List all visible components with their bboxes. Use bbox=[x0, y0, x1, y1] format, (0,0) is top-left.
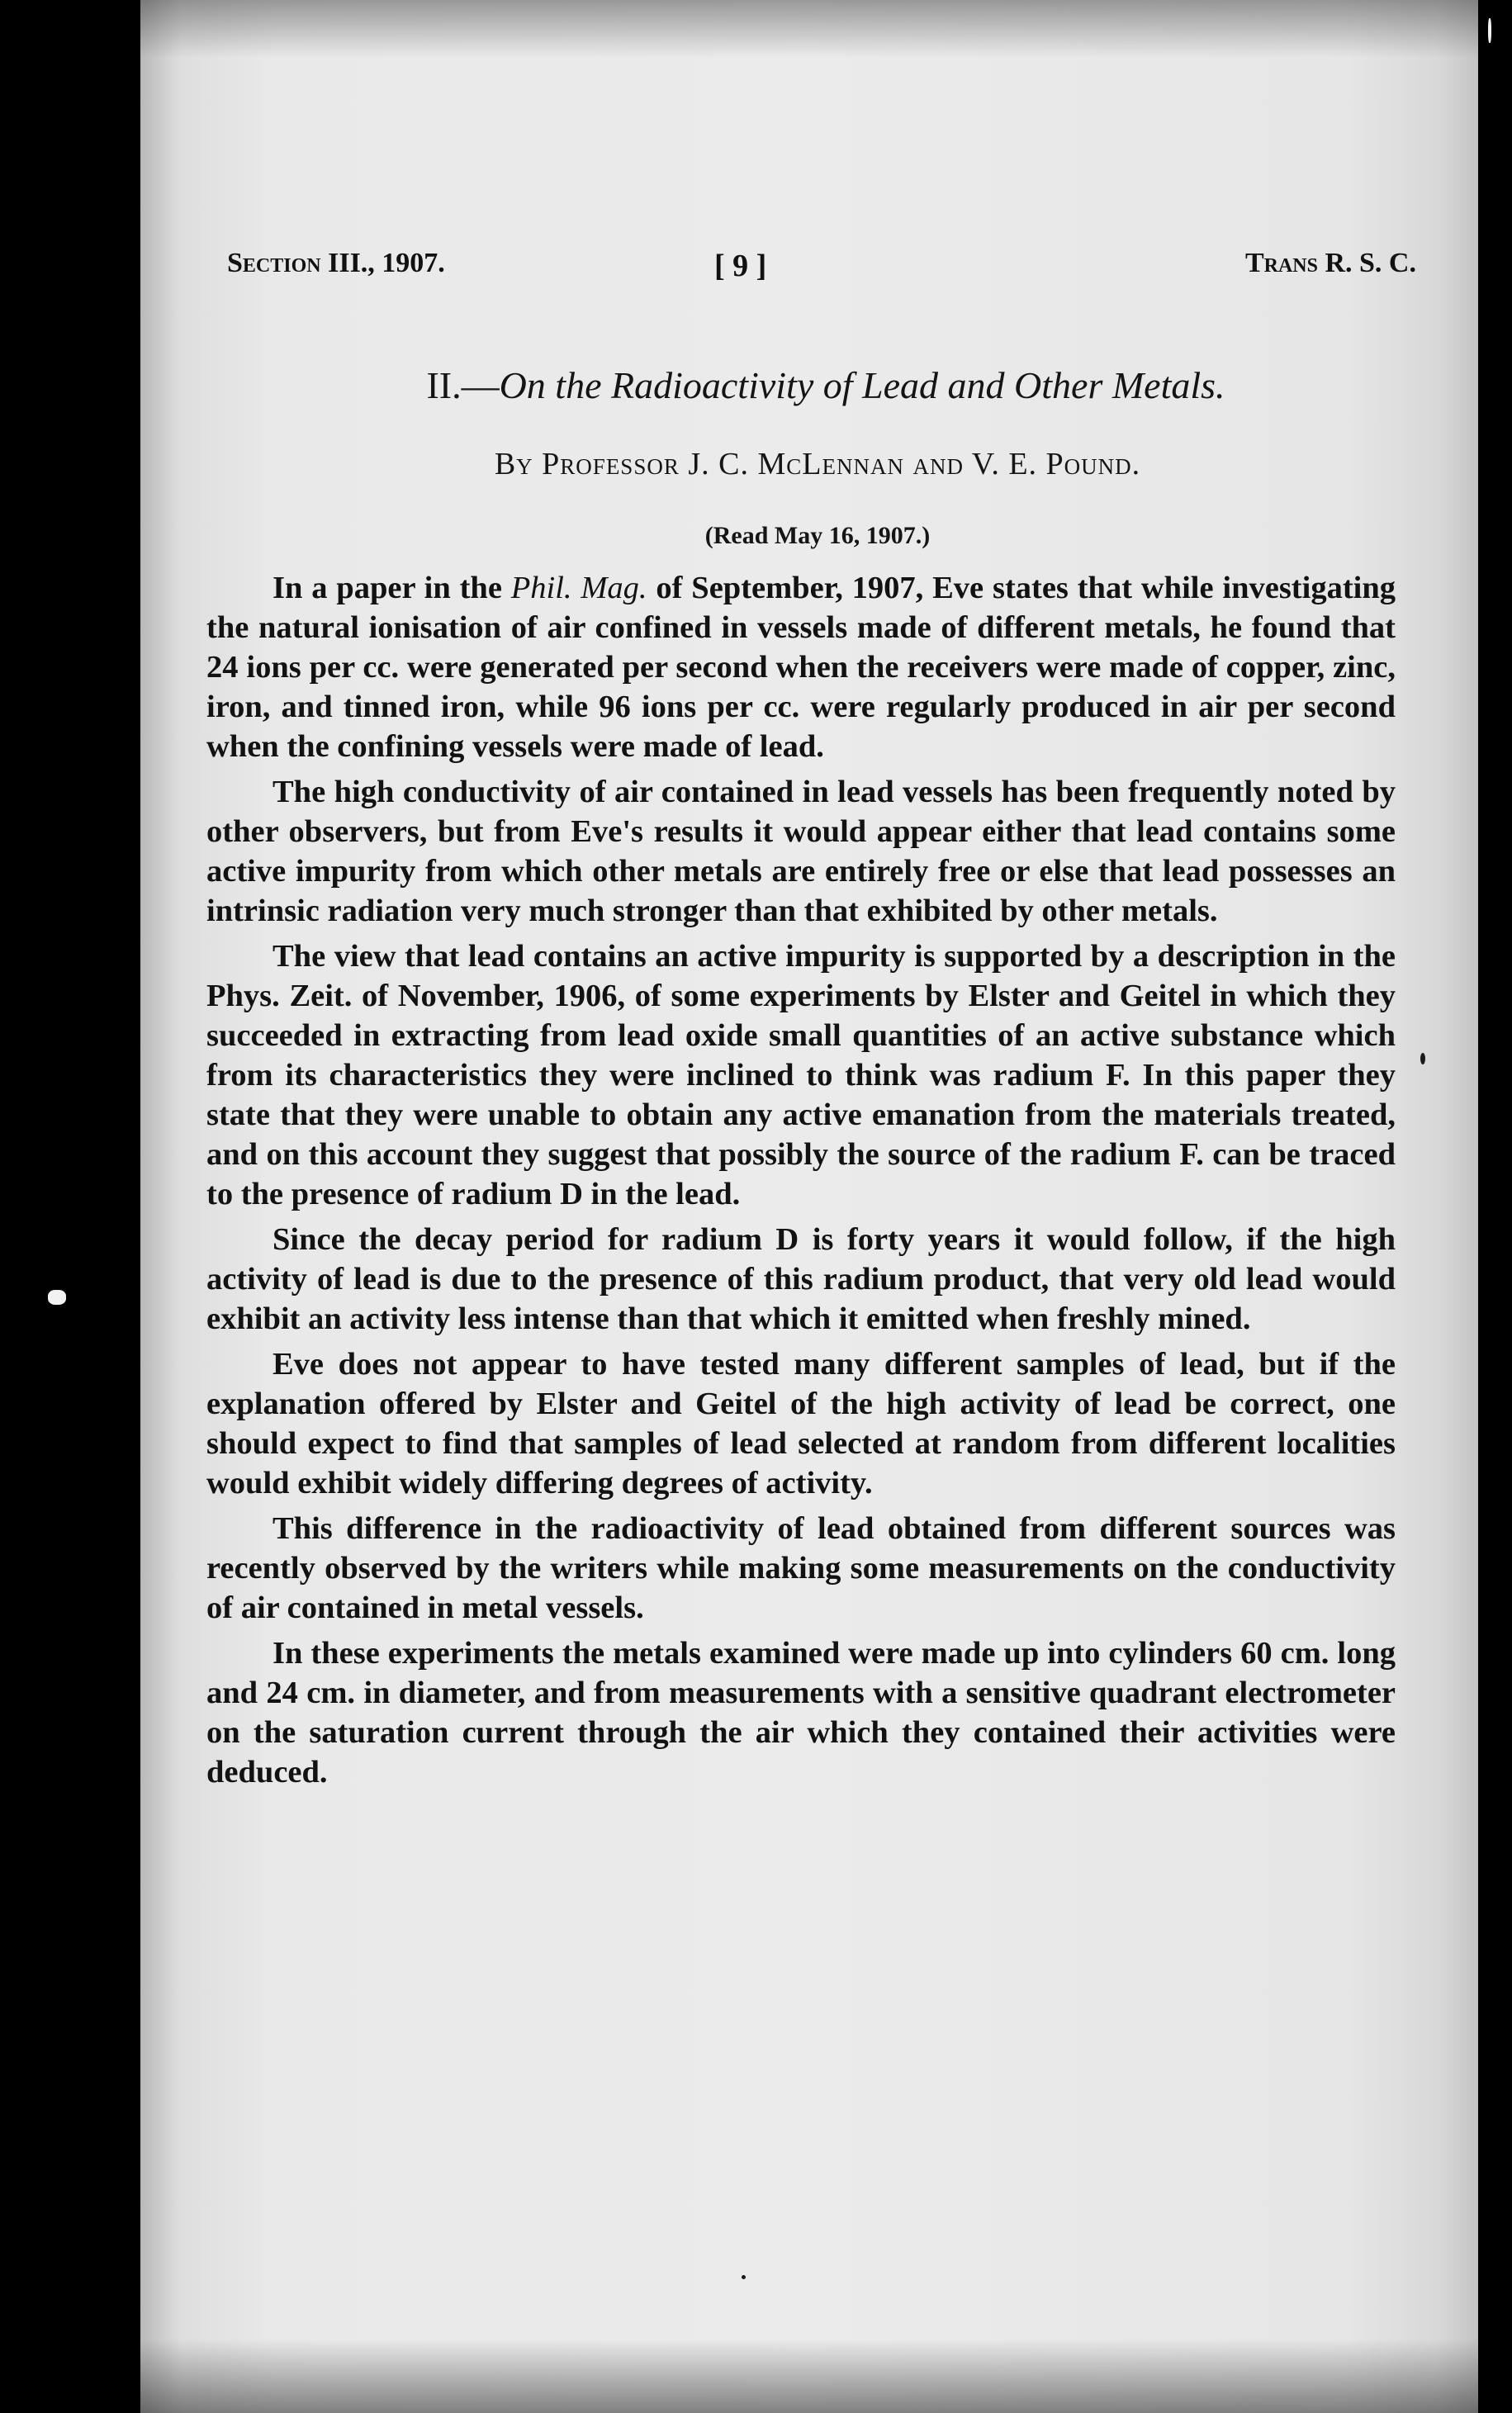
paragraph-6: This difference in the radioactivity of lead obtained from different sources was recently observed by the writers while making some measurements on the conductivity of air contained in metal vessels. bbox=[206, 1511, 1396, 1625]
page-top-shadow bbox=[140, 0, 1478, 58]
document-page bbox=[140, 0, 1478, 2413]
read-date: (Read May 16, 1907.) bbox=[704, 522, 931, 549]
paragraph-2: The high conductivity of air contained in lead vessels has been frequently noted by other observers, but from Eve's results it would appear either that lead contains some active impurity from which other metals are entirely free or else that lead possesses an intrinsic radiation very much stronger than that exhibited by other metals. bbox=[206, 775, 1396, 928]
article-title bbox=[239, 363, 1412, 407]
paragraph-3: The view that lead contains an active impurity is supported by a description in the Phys. Zeit. of November, 1906, of some experiments by Elster and Geitel in which they succeeded in extracting from lead oxide small quantities of an active substance which from its characteristics they were inclined to think was radium F. In this paper they state that they were unable to obtain any active emanation from the materials treated, and on this account they suggest that possibly the source of the radium F. can be traced to the presence of radium D in the lead. bbox=[206, 939, 1396, 1211]
running-head bbox=[227, 248, 1416, 297]
journal-label: Trans R. S. C. bbox=[1244, 248, 1416, 278]
scan-artifact bbox=[48, 1290, 66, 1305]
journal-citation: Phil. Mag. bbox=[510, 571, 647, 605]
scan-artifact bbox=[1488, 18, 1491, 43]
paragraph-5: Eve does not appear to have tested many different samples of lead, but if the explanation offered by Elster and Geitel of the high activity of lead be correct, one should expect to find that samples of lead selected at random from different localities would exhibit widely differing degrees of activity. bbox=[206, 1347, 1396, 1500]
page-bottom-shadow bbox=[140, 2339, 1478, 2413]
scan-speck bbox=[1420, 1053, 1425, 1064]
author-byline: By Professor J. C. McLennan and V. E. Pound. bbox=[494, 447, 1141, 481]
paragraph-4: Since the decay period for radium D is forty years it would follow, if the high activity of lead is due to the presence of this radium product, that very old lead would exhibit an activity less intense than that which it emitted when freshly mined. bbox=[206, 1222, 1396, 1336]
paragraph-7: In these experiments the metals examined were made up into cylinders 60 cm. long and 24 cm. in diameter, and from measurements with a sensitive quadrant electrometer on the saturation current through the air which they contained their activities were deduced. bbox=[206, 1636, 1396, 1790]
paragraph-1: In a paper in the Phil. Mag. of September, 1907, Eve states that while investigating the natural ionisation of air confined in vessels made of different metals, he found that 24 ions per cc. were generated per second when the receivers were made of copper, zinc, iron, and tinned iron, while 96 ions per cc. were regularly produced in air per second when the confining vessels were made of lead. bbox=[206, 571, 1396, 764]
article-title-text: On the Radioactivity of Lead and Other Metals. bbox=[499, 364, 1225, 406]
scan-speck bbox=[742, 2275, 746, 2279]
article-numeral: II.— bbox=[426, 364, 500, 406]
page-number: [ 9 ] bbox=[714, 249, 767, 283]
article-body bbox=[206, 568, 1396, 1798]
section-label: Section III., 1907. bbox=[227, 248, 445, 278]
